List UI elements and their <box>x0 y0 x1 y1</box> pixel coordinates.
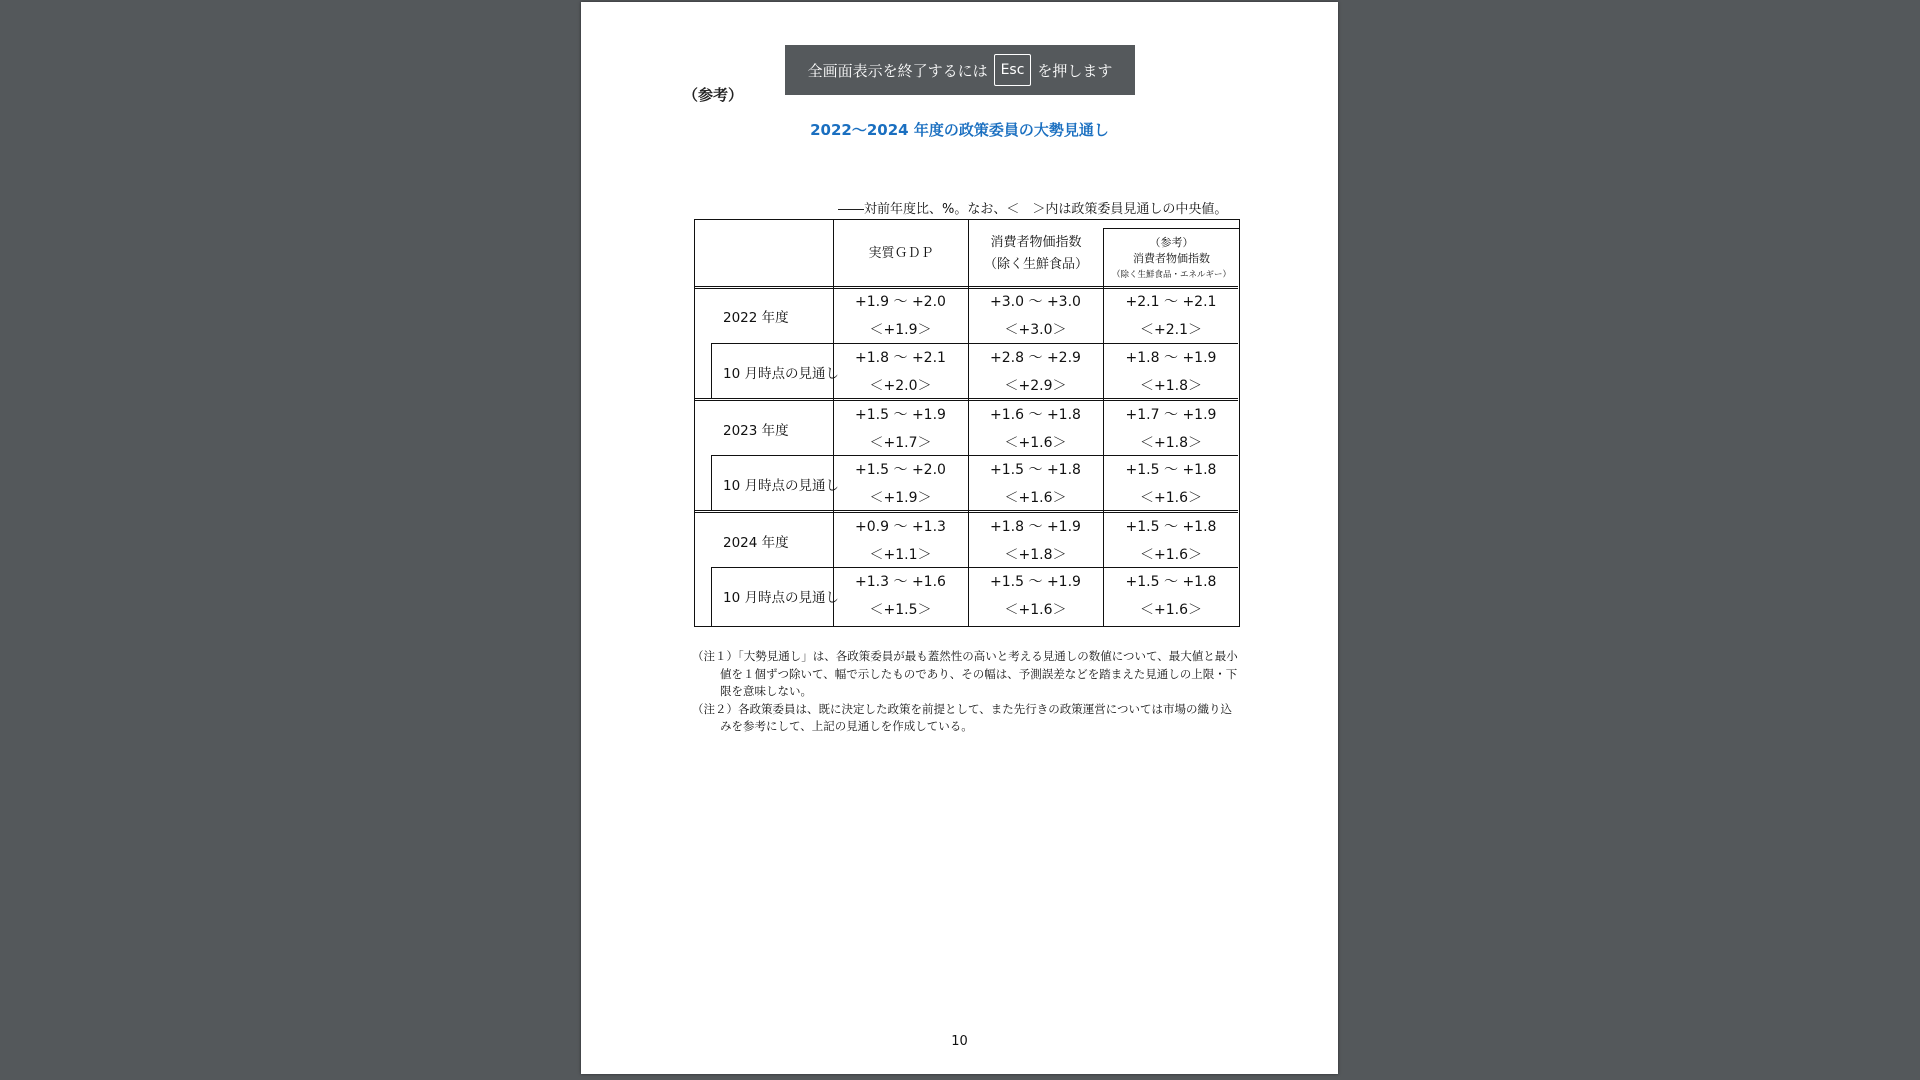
cell-range: +2.8 ～ +2.9 <box>990 350 1081 366</box>
header-core-cpi <box>1103 228 1239 288</box>
cell-range: +1.6 ～ +1.8 <box>990 407 1081 423</box>
cell-median: ＜+1.8＞ <box>1140 378 1202 394</box>
cell-range: +1.8 ～ +1.9 <box>1125 350 1217 366</box>
cell-range: +1.3 ～ +1.6 <box>855 574 946 590</box>
cell-median: ＜+2.0＞ <box>869 378 932 394</box>
fullscreen-exit-hint <box>785 45 1135 95</box>
cell-range: +1.5 ～ +1.8 <box>1125 574 1217 590</box>
forecast-table <box>694 219 1240 627</box>
cell-median: ＜+1.6＞ <box>1004 435 1067 451</box>
hint-text-before: 全画面表示を終了するには <box>807 61 988 80</box>
cell-median: ＜+1.6＞ <box>1004 490 1067 506</box>
table-cell <box>968 568 1103 624</box>
table-cell <box>833 456 968 512</box>
sanko-label: （参考） <box>683 86 744 104</box>
table-cell <box>968 513 1103 569</box>
table-cell <box>833 513 968 569</box>
document-title: 2022～2024 年度の政策委員の大勢見通し <box>810 121 1109 139</box>
row-label-oct-fy2022: 10 月時点の見通し <box>723 366 839 382</box>
cell-range: +1.5 ～ +1.9 <box>990 574 1081 590</box>
table-cell <box>833 344 968 400</box>
cell-range: +2.1 ～ +2.1 <box>1125 294 1217 310</box>
table-cell <box>968 401 1103 457</box>
cell-range: +1.5 ～ +1.8 <box>990 462 1081 478</box>
table-cell <box>833 568 968 624</box>
header-gdp-label: 実質ＧＤＰ <box>868 246 934 261</box>
cell-range: +1.8 ～ +1.9 <box>990 519 1081 535</box>
table-cell <box>968 288 1103 344</box>
row-label-fy2022: 2022 年度 <box>723 310 789 326</box>
cell-median: ＜+3.0＞ <box>1004 322 1067 338</box>
header-ref-line1: （参考） <box>1149 235 1194 249</box>
cell-range: +3.0 ～ +3.0 <box>990 294 1081 310</box>
cell-median: ＜+1.6＞ <box>1140 602 1202 618</box>
table-cell <box>1103 344 1239 400</box>
cell-range: +1.5 ～ +1.9 <box>855 407 946 423</box>
cell-median: ＜+2.9＞ <box>1004 378 1067 394</box>
footnotes <box>692 648 1242 736</box>
cell-median: ＜+1.8＞ <box>1004 547 1067 563</box>
table-cell <box>833 401 968 457</box>
footnote-2: （注２）各政策委員は、既に決定した政策を前提として、また先行きの政策運営については市場の織り込みを参考にして、上記の見通しを作成している。 <box>692 701 1233 733</box>
cell-median: ＜+1.5＞ <box>869 602 932 618</box>
cell-range: +0.9 ～ +1.3 <box>855 519 946 535</box>
row-label-fy2023: 2023 年度 <box>723 423 789 439</box>
hint-text-after: を押します <box>1037 61 1113 80</box>
cell-median: ＜+1.1＞ <box>869 547 932 563</box>
row-label-oct-fy2024: 10 月時点の見通し <box>723 590 839 606</box>
esc-key-badge: Esc <box>994 54 1032 86</box>
table-cell <box>968 344 1103 400</box>
cell-median: ＜+2.1＞ <box>1140 322 1202 338</box>
cell-median: ＜+1.8＞ <box>1140 435 1202 451</box>
cell-range: +1.9 ～ +2.0 <box>855 294 946 310</box>
unit-note: ――対前年度比、%。なお、＜ ＞内は政策委員見通しの中央値。 <box>838 202 1228 217</box>
table-cell <box>1103 288 1239 344</box>
header-gdp <box>833 220 968 288</box>
table-cell <box>1103 568 1239 624</box>
cell-median: ＜+1.6＞ <box>1140 490 1202 506</box>
header-ref-line2: 消費者物価指数 <box>1133 251 1210 265</box>
row-label-oct-fy2023: 10 月時点の見通し <box>723 478 839 494</box>
cell-median: ＜+1.9＞ <box>869 322 932 338</box>
subrow-bracket <box>711 568 712 626</box>
table-cell <box>833 288 968 344</box>
cell-range: +1.5 ～ +1.8 <box>1125 462 1217 478</box>
table-cell <box>1103 456 1239 512</box>
cell-median: ＜+1.6＞ <box>1140 547 1202 563</box>
header-ref-line3: （除く生鮮食品・エネルギー） <box>1111 269 1231 280</box>
subrow-bracket <box>711 456 712 511</box>
table-cell <box>968 456 1103 512</box>
table-cell <box>1103 401 1239 457</box>
cell-range: +1.7 ～ +1.9 <box>1125 407 1217 423</box>
cell-median: ＜+1.9＞ <box>869 490 932 506</box>
header-cpi-line1: 消費者物価指数 <box>990 235 1082 250</box>
subrow-bracket <box>711 344 712 399</box>
footnote-1: （注１）「大勢見通し」は、各政策委員が最も蓋然性の高いと考える見通しの数値について、最大値と最小値を１個ずつ除いて、幅で示したものであり、その幅は、予測誤差などを踏まえた見通しの上限・下限を意味しない。 <box>692 649 1238 698</box>
page-number: 10 <box>951 1034 968 1049</box>
cell-median: ＜+1.7＞ <box>869 435 932 451</box>
cell-median: ＜+1.6＞ <box>1004 602 1067 618</box>
header-cpi-line2: （除く生鮮食品） <box>983 257 1088 272</box>
table-cell <box>1103 513 1239 569</box>
row-label-fy2024: 2024 年度 <box>723 535 789 551</box>
cell-range: +1.8 ～ +2.1 <box>855 350 946 366</box>
header-cpi <box>968 220 1103 288</box>
cell-range: +1.5 ～ +1.8 <box>1125 519 1217 535</box>
cell-range: +1.5 ～ +2.0 <box>855 462 946 478</box>
